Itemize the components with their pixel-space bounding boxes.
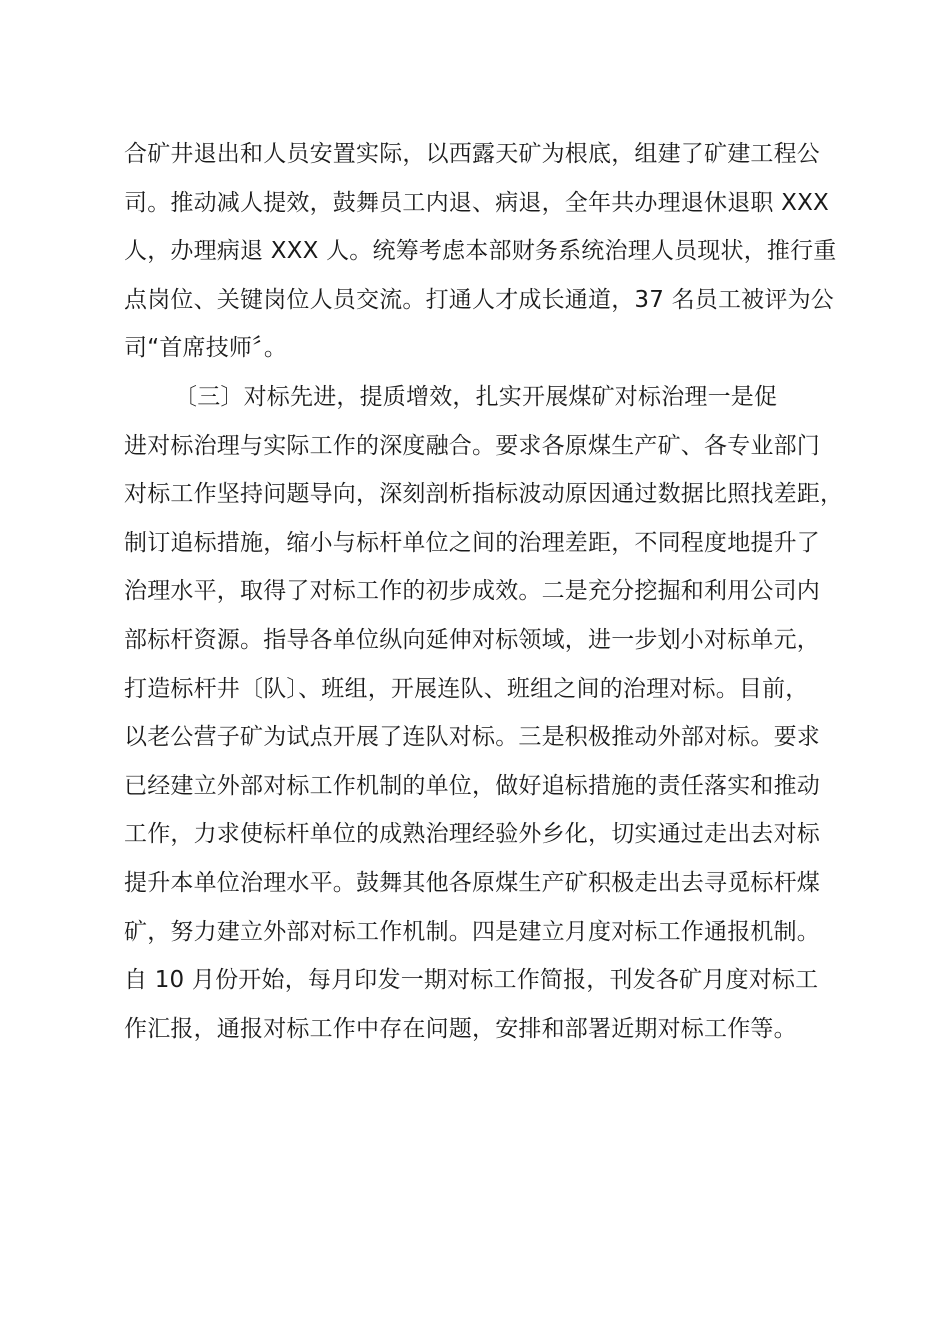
text-line: 对标工作坚持问题导向，深刻剖析指标波动原因通过数据比照找差距， <box>124 481 844 508</box>
text-line: 司。推动减人提效，鼓舞员工内退、病退，全年共办理退休退职 XXX <box>124 189 829 216</box>
text-line: 自 10 月份开始，每月印发一期对标工作简报，刊发各矿月度对标工 <box>124 967 819 994</box>
text-line: 打造标杆井〔队〕、班组，开展连队、班组之间的治理对标。目前， <box>124 675 809 702</box>
text-line: 工作，力求使标杆单位的成熟治理经验外乡化，切实通过走出去对标 <box>124 821 820 848</box>
text-line: 制订追标措施，缩小与标杆单位之间的治理差距，不同程度地提升了 <box>124 529 820 556</box>
text-line: 合矿井退出和人员安置实际，以西露天矿为根底，组建了矿建工程公 <box>124 141 820 167</box>
text-line: 提升本单位治理水平。鼓舞其他各原煤生产矿积极走出去寻觅标杆煤 <box>124 869 820 896</box>
text-line: 点岗位、关键岗位人员交流。打通人才成长通道，37 名员工被评为公 <box>124 286 834 313</box>
text-line: 部标杆资源。指导各单位纵向延伸对标领域，进一步划小对标单元， <box>124 626 820 653</box>
text-line: 治理水平，取得了对标工作的初步成效。二是充分挖掘和利用公司内 <box>124 578 820 605</box>
text-line: 作汇报，通报对标工作中存在问题，安排和部署近期对标工作等。 <box>124 1015 797 1042</box>
text-line: 人，办理病退 XXX 人。统筹考虑本部财务系统治理人员现状，推行重 <box>124 238 837 265</box>
section-heading-line: 〔三〕对标先进，提质增效，扎实开展煤矿对标治理一是促 <box>174 383 778 410</box>
text-line: 司“首席技师〞。 <box>124 335 288 362</box>
text-line: 以老公营子矿为试点开展了连队对标。三是积极推动外部对标。要求 <box>124 724 820 751</box>
text-line: 进对标治理与实际工作的深度融合。要求各原煤生产矿、各专业部门 <box>124 432 820 459</box>
text-line: 矿，努力建立外部对标工作机制。四是建立月度对标工作通报机制。 <box>124 918 820 945</box>
body-text <box>124 130 844 1053</box>
text-line: 已经建立外部对标工作机制的单位，做好追标措施的责任落实和推动 <box>124 772 820 799</box>
